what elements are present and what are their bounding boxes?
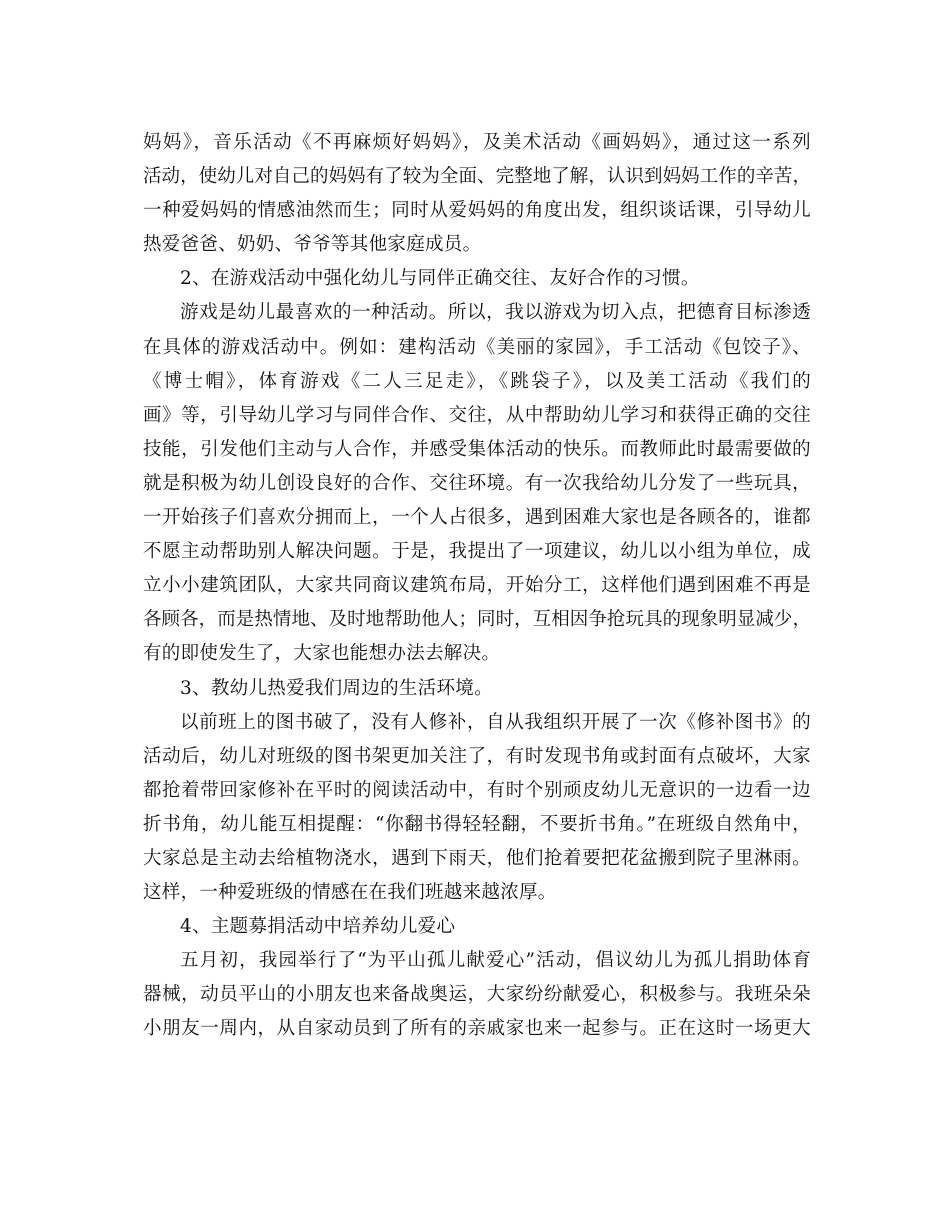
text-line: 都抢着带回家修补在平时的阅读活动中，有时个别顽皮幼儿无意识的一边看一边: [143, 779, 811, 801]
text-line: 有的即使发生了，大家也能想办法去解决。: [143, 643, 501, 665]
section-heading: 2、在游戏活动中强化幼儿与同伴正确交往、友好合作的习惯。: [180, 268, 700, 290]
text-line: 《博士帽》，体育游戏《二人三足走》，《跳袋子》，以及美工活动《我们的: [143, 370, 811, 392]
text-line: 一种爱妈妈的情感油然而生；同时从爱妈妈的角度出发，组织谈话课，引导幼儿: [143, 200, 811, 222]
text-line: 画》等，引导幼儿学习与同伴合作、交往，从中帮助幼儿学习和获得正确的交往: [143, 404, 811, 426]
text-line: 折书角，幼儿能互相提醒：“你翻书得轻轻翻，不要折书角。”在班级自然角中，: [143, 813, 811, 835]
text-line: 就是积极为幼儿创设良好的合作、交往环境。有一次我给幼儿分发了一些玩具，: [143, 472, 811, 494]
text-line: 大家总是主动去给植物浇水，遇到下雨天，他们抢着要把花盆搬到院子里淋雨。: [143, 847, 811, 869]
text-line: 活动，使幼儿对自己的妈妈有了较为全面、完整地了解，认识到妈妈工作的辛苦，: [143, 166, 811, 188]
text-line: 游戏是幼儿最喜欢的一种活动。所以，我以游戏为切入点，把德育目标渗透: [180, 302, 811, 324]
section-heading: 3、教幼儿热爱我们周边的生活环境。: [180, 677, 493, 699]
text-line: 妈妈》，音乐活动《不再麻烦好妈妈》，及美术活动《画妈妈》，通过这一系列: [143, 132, 811, 153]
text-line: 在具体的游戏活动中。例如：建构活动《美丽的家园》，手工活动《包饺子》、: [143, 336, 811, 358]
text-line: 一开始孩子们喜欢分拥而上，一个人占很多，遇到困难大家也是各顾各的，谁都: [143, 507, 811, 529]
text-line: 以前班上的图书破了，没有人修补，自从我组织开展了一次《修补图书》的: [180, 711, 811, 733]
text-line: 活动后，幼儿对班级的图书架更加关注了，有时发现书角或封面有点破坏，大家: [143, 745, 811, 767]
text-line: 器械，动员平山的小朋友也来备战奥运，大家纷纷献爱心，积极参与。我班朵朵: [143, 984, 811, 1006]
text-line: 不愿主动帮助别人解决问题。于是，我提出了一项建议，幼儿以小组为单位，成: [143, 541, 811, 563]
text-line: 五月初，我园举行了“为平山孤儿献爱心”活动，倡议幼儿为孤儿捐助体育: [180, 950, 811, 972]
text-line: 立小小建筑团队，大家共同商议建筑布局，开始分工，这样他们遇到困难不再是: [143, 575, 811, 597]
text-line: 这样，一种爱班级的情感在在我们班越来越浓厚。: [143, 882, 557, 904]
text-line: 技能，引发他们主动与人合作，并感受集体活动的快乐。而教师此时最需要做的: [143, 438, 811, 460]
text-line: 小朋友一周内，从自家动员到了所有的亲戚家也来一起参与。正在这时一场更大: [143, 1018, 811, 1040]
document-body: [143, 126, 811, 1047]
text-line: 各顾各，而是热情地、及时地帮助他人；同时，互相因争抢玩具的现象明显减少，: [143, 609, 811, 631]
section-heading: 4、主题募捐活动中培养幼儿爱心: [180, 916, 456, 938]
text-line: 热爱爸爸、奶奶、爷爷等其他家庭成员。: [143, 234, 482, 256]
